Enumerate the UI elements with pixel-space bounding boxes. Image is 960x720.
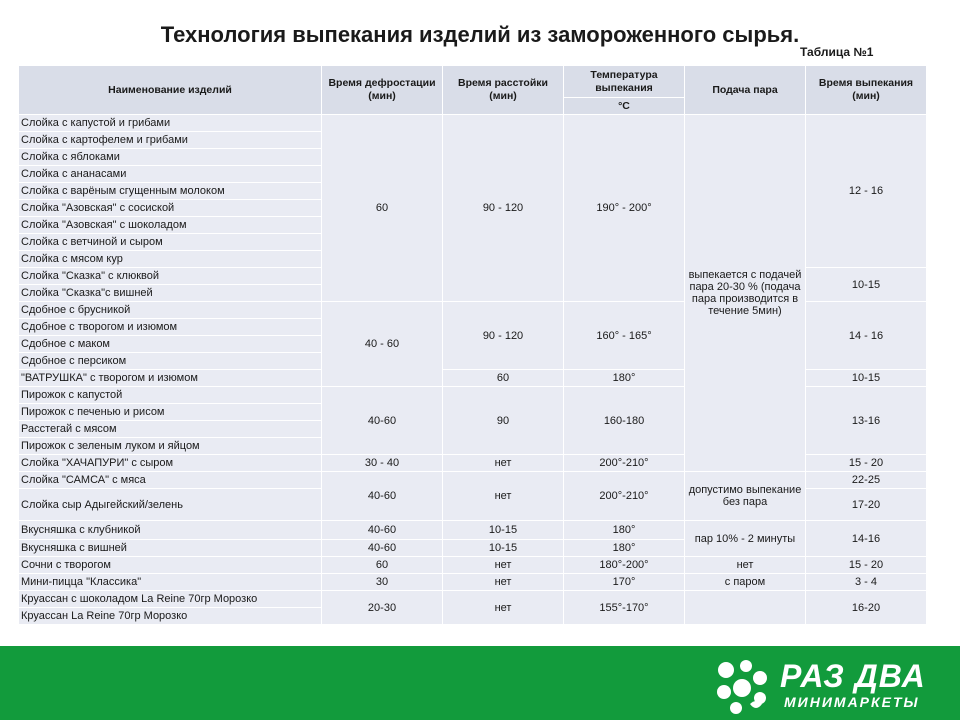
footer-bar: [0, 646, 960, 720]
product-name: Сдобное с брусникой: [19, 302, 322, 319]
bake-value: 3 - 4: [806, 574, 927, 591]
proof-value: нет: [443, 591, 564, 625]
steam-value: допустимо выпекание без пара: [685, 472, 806, 521]
temp-value: 160-180: [564, 387, 685, 455]
temp-value: 180°: [564, 521, 685, 540]
product-name: Слойка с яблоками: [19, 149, 322, 166]
defrost-value: 40 - 60: [322, 302, 443, 387]
brand-subtitle: МИНИМАРКЕТЫ: [784, 694, 920, 710]
proof-value: нет: [443, 472, 564, 521]
defrost-value: 30 - 40: [322, 455, 443, 472]
product-name: Пирожок с капустой: [19, 387, 322, 404]
product-name: Сдобное с творогом и изюмом: [19, 319, 322, 336]
temp-value: 200°-210°: [564, 472, 685, 521]
product-name: Слойка "Азовская" с сосиской: [19, 200, 322, 217]
header-proof: Время расстойки (мин): [443, 66, 564, 115]
steam-value: выпекается с подачей пара 20-30 % (подача пара производится в течение 5мин): [685, 115, 806, 472]
product-name: Слойка с ветчиной и сыром: [19, 234, 322, 251]
header-defrost: Время дефростации (мин): [322, 66, 443, 115]
brand-name: РАЗ ДВА: [780, 658, 926, 694]
proof-value: 60: [443, 370, 564, 387]
header-bake: Время выпекания (мин): [806, 66, 927, 115]
product-name: Вкусняшка с клубникой: [19, 521, 322, 540]
product-name: Расстегай с мясом: [19, 421, 322, 438]
bake-value: 17-20: [806, 489, 927, 521]
product-name: Мини-пицца "Классика": [19, 574, 322, 591]
brand-logo: [712, 656, 926, 716]
product-name: Слойка "САМСА" с мяса: [19, 472, 322, 489]
proof-value: нет: [443, 455, 564, 472]
product-name: Слойка сыр Адыгейский/зелень: [19, 489, 322, 521]
steam-value: [685, 591, 806, 625]
bake-value: 13-16: [806, 387, 927, 455]
temp-value: 155°-170°: [564, 591, 685, 625]
temp-value: 160° - 165°: [564, 302, 685, 370]
temp-value: 180°-200°: [564, 557, 685, 574]
product-name: Слойка с мясом кур: [19, 251, 322, 268]
temp-value: 170°: [564, 574, 685, 591]
steam-value: нет: [685, 557, 806, 574]
steam-value: с паром: [685, 574, 806, 591]
bake-value: 15 - 20: [806, 455, 927, 472]
proof-value: нет: [443, 557, 564, 574]
product-name: Сдобное с маком: [19, 336, 322, 353]
product-name: Круассан La Reine 70гр Морозко: [19, 608, 322, 625]
bake-value: 22-25: [806, 472, 927, 489]
product-name: "ВАТРУШКА" с творогом и изюмом: [19, 370, 322, 387]
defrost-value: 40-60: [322, 472, 443, 521]
product-name: Пирожок с зеленым луком и яйцом: [19, 438, 322, 455]
product-name: Вкусняшка с вишней: [19, 540, 322, 557]
proof-value: 10-15: [443, 521, 564, 540]
product-name: Слойка с капустой и грибами: [19, 115, 322, 132]
defrost-value: 20-30: [322, 591, 443, 625]
defrost-value: 30: [322, 574, 443, 591]
defrost-value: 60: [322, 115, 443, 302]
header-temp-unit: °C: [564, 98, 685, 115]
product-name: Слойка "Сказка" с клюквой: [19, 268, 322, 285]
temp-value: 180°: [564, 540, 685, 557]
table-number: Таблица №1: [800, 45, 874, 59]
product-name: Сочни с творогом: [19, 557, 322, 574]
bake-value: 12 - 16: [806, 115, 927, 268]
bake-value: 16-20: [806, 591, 927, 625]
product-name: Слойка "Азовская" с шоколадом: [19, 217, 322, 234]
proof-value: нет: [443, 574, 564, 591]
product-name: Пирожок с печенью и рисом: [19, 404, 322, 421]
proof-value: 90 - 120: [443, 302, 564, 370]
temp-value: 180°: [564, 370, 685, 387]
product-name: Слойка с ананасами: [19, 166, 322, 183]
proof-value: 90 - 120: [443, 115, 564, 302]
header-temp: Температура выпекания: [564, 66, 685, 98]
proof-value: 90: [443, 387, 564, 455]
defrost-value: 40-60: [322, 521, 443, 540]
logo-emblem-icon: [712, 656, 772, 716]
proof-value: 10-15: [443, 540, 564, 557]
product-name: Сдобное с персиком: [19, 353, 322, 370]
product-name: Слойка "ХАЧАПУРИ" с сыром: [19, 455, 322, 472]
header-name: Наименование изделий: [19, 66, 322, 115]
temp-value: 190° - 200°: [564, 115, 685, 302]
temp-value: 200°-210°: [564, 455, 685, 472]
baking-table: [18, 65, 927, 625]
bake-value: 15 - 20: [806, 557, 927, 574]
product-name: Слойка с картофелем и грибами: [19, 132, 322, 149]
bake-value: 10-15: [806, 268, 927, 302]
defrost-value: 40-60: [322, 387, 443, 455]
product-name: Слойка "Сказка"с вишней: [19, 285, 322, 302]
defrost-value: 40-60: [322, 540, 443, 557]
bake-value: 14 - 16: [806, 302, 927, 370]
bake-value: 10-15: [806, 370, 927, 387]
page-title: Технология выпекания изделий из замороженного сырья.: [160, 22, 800, 47]
steam-value: пар 10% - 2 минуты: [685, 521, 806, 557]
header-steam: Подача пара: [685, 66, 806, 115]
defrost-value: 60: [322, 557, 443, 574]
product-name: Слойка с варёным сгущенным молоком: [19, 183, 322, 200]
product-name: Круассан с шоколадом La Reine 70гр Морозко: [19, 591, 322, 608]
bake-value: 14-16: [806, 521, 927, 557]
